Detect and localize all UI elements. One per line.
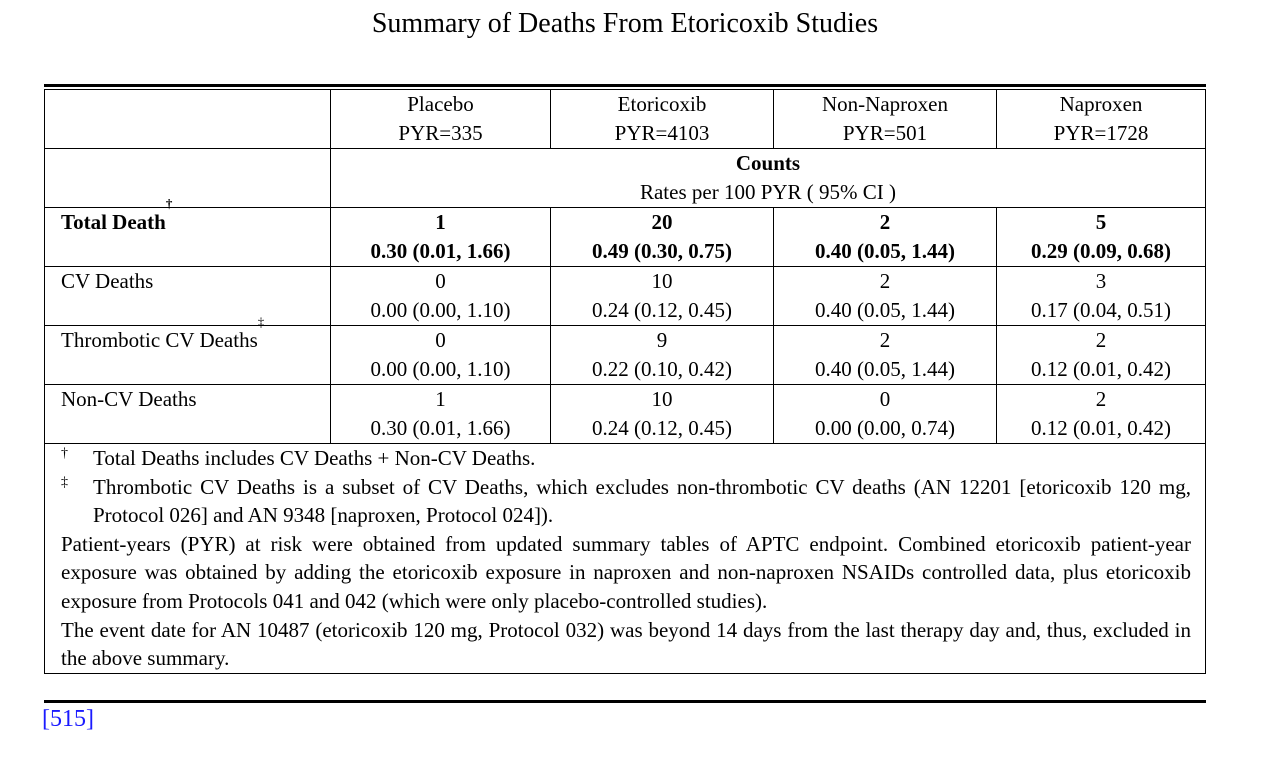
footnote-text: Thrombotic CV Deaths is a subset of CV Deaths, which excludes non-thrombotic CV deaths (AN 12201 [etoricoxib 120 mg, Protocol 026] and AN 9348 [naproxen, Protocol 024]). [93,474,1191,528]
page-title: Summary of Deaths From Etoricoxib Studies [371,8,879,39]
data-cell: 2 0.12 (0.01, 0.42) [997,385,1206,444]
page-reference-link[interactable]: [515] [42,706,94,732]
footnote [61,473,1191,530]
table-notes [45,444,1206,674]
counts-label: Counts [735,151,801,175]
data-cell: 20 0.49 (0.30, 0.75) [551,208,774,267]
data-cell: 9 0.22 (0.10, 0.42) [551,326,774,385]
footnote-mark: ‡ [61,474,68,490]
column-pyr: PYR=4103 [614,121,710,145]
footnote-mark: † [61,446,68,461]
data-cell: 5 0.29 (0.09, 0.68) [997,208,1206,267]
counts-rates-header [331,149,1206,208]
column-pyr: PYR=501 [842,121,928,145]
subheader-row [45,149,1206,208]
notes-row [45,444,1206,674]
deaths-summary-table [44,89,1206,674]
data-cell: 3 0.17 (0.04, 0.51) [997,267,1206,326]
column-name: Non-Naproxen [822,92,948,116]
data-cell: 2 0.12 (0.01, 0.42) [997,326,1206,385]
table-row [45,267,1206,326]
data-cell: 0 0.00 (0.00, 1.10) [331,326,551,385]
note-paragraph: Patient-years (PYR) at risk were obtained from updated summary tables of APTC endpoint. Combined etoricoxib patient-year exposure was obtained by adding the etoricoxib exposure in naproxen and non-naproxen NSAIDs controlled data, plus etoricoxib exposure from Protocols 041 and 042 (which were only placebo-controlled studies). [61,531,1191,613]
rates-label: Rates per 100 PYR ( 95% CI ) [639,180,897,204]
data-cell: 10 0.24 (0.12, 0.45) [551,385,774,444]
row-label: Total Death† [45,208,331,267]
column-header-non-naproxen [774,90,997,149]
table-row [45,385,1206,444]
column-name: Naproxen [1059,92,1143,116]
data-cell: 10 0.24 (0.12, 0.45) [551,267,774,326]
row-label: Non-CV Deaths [45,385,331,444]
row-label: CV Deaths [45,267,331,326]
data-cell: 2 0.40 (0.05, 1.44) [774,267,997,326]
blank-subheader-cell [45,149,331,208]
footnote [61,444,1191,473]
data-cell: 1 0.30 (0.01, 1.66) [331,208,551,267]
data-cell: 0 0.00 (0.00, 0.74) [774,385,997,444]
column-header-placebo [331,90,551,149]
column-pyr: PYR=1728 [1053,121,1149,145]
note-paragraph: The event date for AN 10487 (etoricoxib 120 mg, Protocol 032) was beyond 14 days from the last therapy day and, thus, excluded in the above summary. [61,617,1191,671]
data-cell: 2 0.40 (0.05, 1.44) [774,208,997,267]
data-cell: 0 0.00 (0.00, 1.10) [331,267,551,326]
column-header-row [45,90,1206,149]
footnote-text: Total Deaths includes CV Deaths + Non-CV Deaths. [93,446,536,470]
data-cell: 1 0.30 (0.01, 1.66) [331,385,551,444]
column-pyr: PYR=335 [398,121,483,145]
table-row [45,208,1206,267]
table-row [45,326,1206,385]
column-name: Placebo [407,92,474,116]
column-header-etoricoxib [551,90,774,149]
row-label: Thrombotic CV Deaths‡ [45,326,331,385]
dagger-mark: † [165,196,173,211]
column-name: Etoricoxib [617,92,707,116]
column-header-naproxen [997,90,1206,149]
double-dagger-mark: ‡ [257,314,265,329]
blank-header-cell [45,90,331,149]
data-cell: 2 0.40 (0.05, 1.44) [774,326,997,385]
